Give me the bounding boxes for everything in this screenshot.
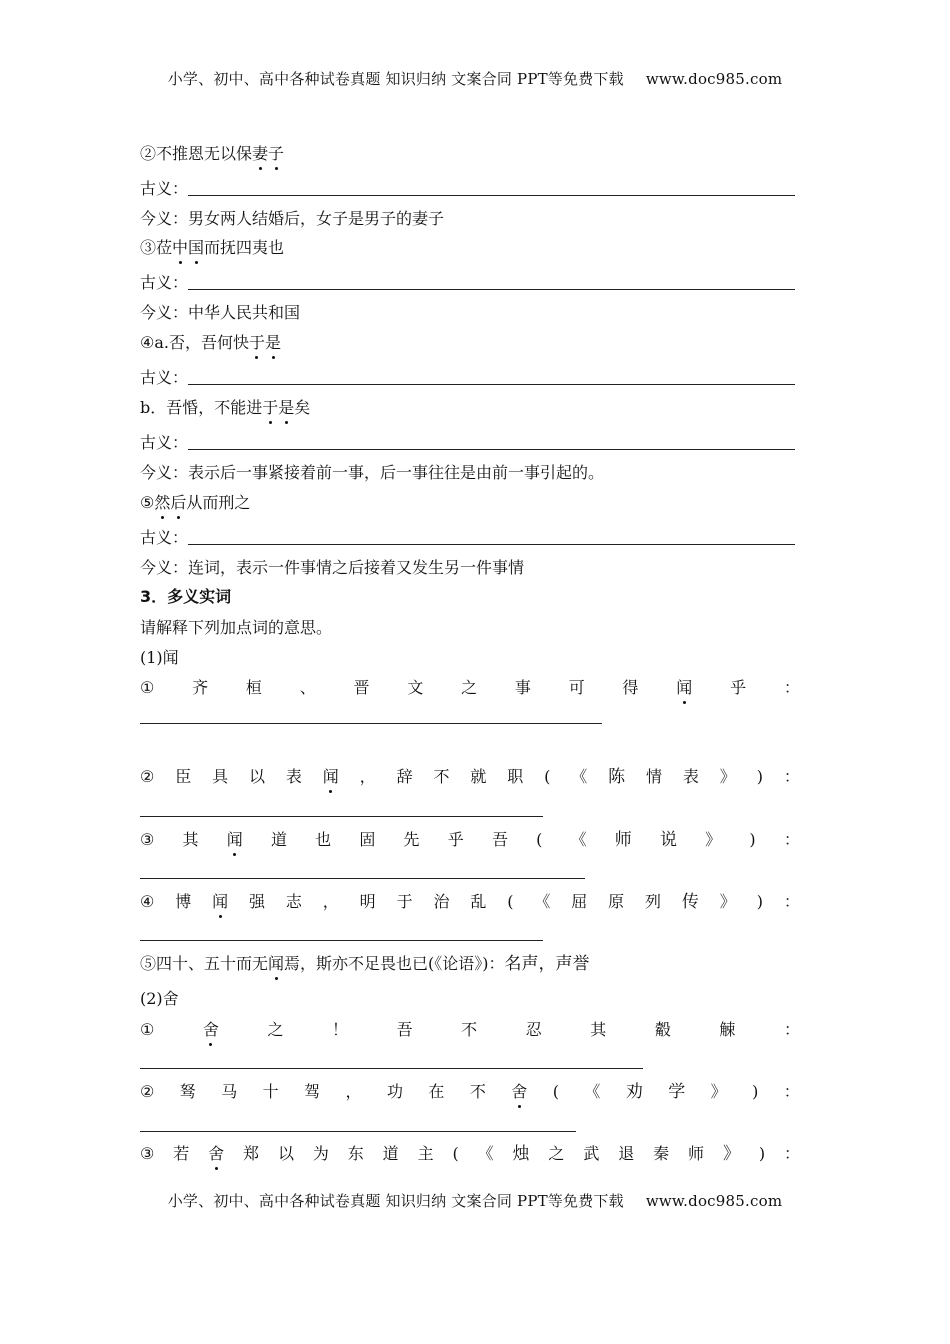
sentence-char: 驾: [304, 1082, 321, 1101]
sentence-char: 于: [396, 892, 413, 911]
sentence-char: 其: [590, 1020, 607, 1039]
sentence-char: (: [552, 1082, 559, 1101]
page-footer: [0, 1190, 950, 1211]
page-header: [0, 68, 950, 89]
sentence-char: 驽: [179, 1082, 196, 1101]
dotted-char: 闻: [268, 954, 285, 973]
section-3-instruction: 请解释下列加点词的意思。: [140, 618, 333, 637]
item-3-gu-answer-line[interactable]: 古义：: [140, 273, 795, 293]
sentence-char: 说: [659, 830, 677, 850]
dotted-char: 于: [248, 333, 265, 352]
sentence-char: 乱: [470, 892, 487, 911]
sentence-char: ，: [359, 767, 376, 786]
sentence-char: ): [758, 1144, 766, 1163]
sentence-char: 职: [507, 767, 524, 786]
sentence-char: 表: [285, 767, 302, 786]
dotted-char: 子: [268, 144, 285, 163]
sentence-char: 若: [173, 1144, 190, 1163]
she-answer-rule-2[interactable]: [140, 1131, 576, 1132]
sentence-char: ②: [140, 767, 155, 786]
sentence-char: ：: [783, 892, 800, 911]
sentence-char: 》: [719, 767, 736, 786]
sentence-char: 博: [175, 892, 192, 911]
sentence-char: 晋: [353, 678, 370, 697]
sentence-char: 辞: [396, 767, 413, 786]
sentence-char: 之: [461, 678, 478, 697]
dotted-char: 舍: [208, 1144, 225, 1163]
sentence-char: ！: [332, 1020, 349, 1039]
sentence-char: 武: [583, 1144, 600, 1163]
sentence-char: 吾: [491, 830, 508, 849]
wen-sentence-5: ⑤四十、五十而无闻焉，斯亦不足畏也已(《论语》)：名声，声誉: [140, 954, 590, 974]
sentence-char: 功: [386, 1082, 403, 1101]
sentence-char: 》: [722, 1144, 740, 1164]
sentence-char: ：: [783, 830, 800, 849]
item-3-sentence: ③莅中国而抚四夷也: [140, 238, 285, 257]
item-4b-jin: 今义：表示后一事紧接着前一事，后一事往往是由前一事引起的。: [140, 463, 605, 482]
dotted-char: 中: [172, 238, 189, 257]
answer-rule: [188, 195, 795, 196]
sentence-char: 东: [347, 1144, 364, 1163]
sentence-char: ③: [140, 1144, 155, 1163]
sentence-char: 《: [477, 1144, 494, 1163]
sentence-char: 、: [299, 678, 316, 697]
item-3-jin: 今义：中华人民共和国: [140, 303, 301, 322]
sentence-char: 桓: [245, 678, 262, 697]
sentence-char: ③: [140, 830, 155, 849]
wen-sentence-3: [140, 830, 800, 850]
sentence-char: ，: [322, 892, 339, 911]
item-5-gu-answer-line[interactable]: 古义：: [140, 528, 795, 548]
sentence-char: ②: [140, 1082, 155, 1101]
sentence-char: (: [536, 830, 543, 849]
wen-sentence-4: [140, 892, 800, 912]
sentence-char: 明: [359, 892, 376, 911]
sentence-char: 学: [668, 1082, 686, 1102]
answer-rule: [188, 449, 795, 450]
wen-sentence-2: [140, 767, 800, 787]
sentence-char: 烛: [512, 1144, 530, 1164]
sentence-char: 以: [249, 767, 266, 786]
sentence-char: (: [507, 892, 514, 911]
sentence-char: 郑: [243, 1144, 260, 1163]
sentence-char: 觳: [654, 1020, 671, 1039]
sentence-char: 强: [249, 892, 266, 911]
sentence-char: ：: [783, 1082, 800, 1101]
sentence-char: (: [452, 1144, 459, 1163]
dotted-char: 闻: [226, 830, 243, 849]
sentence-char: 师: [688, 1144, 705, 1163]
sentence-char: 原: [608, 892, 625, 911]
dotted-char: 是: [265, 333, 282, 352]
sentence-char: ：: [783, 767, 800, 786]
sentence-char: 不: [469, 1082, 486, 1101]
sentence-char: 吾: [396, 1020, 413, 1039]
sentence-char: 秦: [653, 1144, 670, 1163]
dotted-char: 妻: [252, 144, 269, 163]
dotted-char: 舍: [202, 1020, 219, 1039]
footer-url: www.doc985.com: [645, 1192, 783, 1210]
sentence-char: 表: [682, 767, 699, 786]
sentence-char: 其: [182, 830, 199, 849]
sentence-char: 传: [681, 892, 699, 912]
item-4b-gu-answer-line[interactable]: 古义：: [140, 433, 795, 453]
sentence-char: 《: [571, 767, 588, 786]
item-4b-sentence: b．吾惛，不能进于是矣: [140, 398, 311, 417]
sentence-char: 道: [270, 830, 287, 849]
sentence-char: 乎: [447, 830, 464, 849]
sentence-char: 为: [312, 1144, 329, 1163]
sentence-char: 在: [428, 1082, 445, 1101]
sentence-char: 十: [262, 1082, 279, 1101]
dotted-char: 国: [188, 238, 205, 257]
sentence-char: 乎: [730, 678, 747, 697]
sentence-char: 不: [433, 767, 450, 786]
dotted-char: 舍: [511, 1082, 528, 1101]
wen-answer-rule-4[interactable]: [140, 940, 543, 941]
she-sentence-1: [140, 1020, 800, 1040]
item-2-jin: 今义：男女两人结婚后，女子是男子的妻子: [140, 209, 445, 228]
sentence-char: 齐: [192, 678, 209, 697]
she-label: (2)舍: [140, 989, 179, 1008]
dotted-char: 是: [278, 398, 295, 417]
sentence-char: 师: [614, 830, 632, 850]
sentence-char: 》: [710, 1082, 727, 1101]
dotted-char: 然: [154, 493, 171, 512]
sentence-char: 列: [645, 892, 662, 911]
section-3-title: 3．多义实词: [140, 587, 232, 606]
she-sentence-3: [140, 1144, 800, 1164]
wen-answer-rule-3[interactable]: [140, 878, 585, 879]
sentence-char: ): [752, 1082, 759, 1101]
sentence-char: 陈: [608, 767, 626, 787]
sentence-char: 也: [315, 830, 332, 849]
sentence-char: ①: [140, 1020, 155, 1039]
footer-text: 小学、初中、高中各种试卷真题 知识归纳 文案合同 PPT等免费下载: [167, 1192, 624, 1210]
sentence-char: ，: [345, 1082, 362, 1101]
sentence-char: 情: [646, 767, 663, 786]
dotted-char: 闻: [322, 767, 339, 786]
she-answer-rule-1[interactable]: [140, 1068, 643, 1069]
sentence-char: ：: [783, 1020, 800, 1039]
item-5-sentence: ⑤然后从而刑之: [140, 493, 251, 512]
wen-label: (1)闻: [140, 648, 179, 667]
item-2-sentence: ②不推恩无以保妻子: [140, 144, 285, 163]
sentence-char: 》: [719, 892, 736, 911]
sentence-char: 劝: [625, 1082, 643, 1102]
sentence-char: 具: [212, 767, 229, 786]
sentence-char: 《: [570, 830, 587, 849]
sentence-char: 治: [433, 892, 450, 911]
sentence-char: ): [756, 767, 763, 786]
sentence-char: 就: [470, 767, 487, 786]
dotted-char: 后: [170, 493, 187, 512]
header-url: www.doc985.com: [645, 70, 783, 88]
item-2-gu-answer-line[interactable]: 古义：: [140, 179, 795, 199]
item-4a-sentence: ④a.否，吾何快于是: [140, 333, 282, 352]
sentence-char: 可: [568, 678, 585, 697]
sentence-char: 主: [417, 1144, 434, 1163]
sentence-char: 》: [705, 830, 722, 849]
sentence-char: 之: [548, 1144, 565, 1163]
sentence-char: 《: [534, 892, 551, 911]
sentence-char: 先: [403, 830, 420, 849]
dotted-char: 闻: [212, 892, 229, 911]
sentence-char: 屈: [571, 892, 588, 911]
she-sentence-2: [140, 1082, 800, 1102]
sentence-char: 忍: [525, 1020, 542, 1039]
sentence-char: ：: [783, 678, 800, 697]
answer-rule: [188, 289, 795, 290]
sentence-char: 《: [584, 1082, 601, 1101]
sentence-char: 不: [461, 1020, 478, 1039]
sentence-char: 固: [359, 830, 376, 849]
answer-rule: [188, 384, 795, 385]
wen-answer-rule-2[interactable]: [140, 816, 543, 817]
wen-answer-rule-1[interactable]: [140, 723, 602, 724]
sentence-char: 之: [267, 1020, 284, 1039]
item-5-jin: 今义：连词，表示一件事情之后接着又发生另一件事情: [140, 558, 525, 577]
sentence-char: 得: [622, 678, 639, 697]
sentence-char: 文: [407, 678, 424, 697]
sentence-char: 退: [618, 1144, 635, 1163]
sentence-char: ): [749, 830, 756, 849]
header-text: 小学、初中、高中各种试卷真题 知识归纳 文案合同 PPT等免费下载: [167, 70, 624, 88]
dotted-char: 闻: [676, 678, 693, 697]
sentence-char: ①: [140, 678, 155, 697]
wen-answer-5: 名声，声誉: [504, 954, 590, 974]
sentence-char: 志: [285, 892, 302, 911]
sentence-char: 觫: [719, 1020, 736, 1039]
sentence-char: 道: [382, 1144, 399, 1163]
item-4a-gu-answer-line[interactable]: 古义：: [140, 368, 795, 388]
sentence-char: ④: [140, 892, 155, 911]
sentence-char: 马: [221, 1082, 238, 1101]
sentence-char: (: [544, 767, 551, 786]
sentence-char: 以: [277, 1144, 294, 1163]
sentence-char: ): [756, 892, 763, 911]
sentence-char: 臣: [175, 767, 192, 786]
wen-sentence-1: [140, 678, 800, 698]
answer-rule: [188, 544, 795, 545]
sentence-char: 事: [514, 678, 531, 697]
sentence-char: ：: [783, 1144, 800, 1163]
dotted-char: 于: [262, 398, 279, 417]
